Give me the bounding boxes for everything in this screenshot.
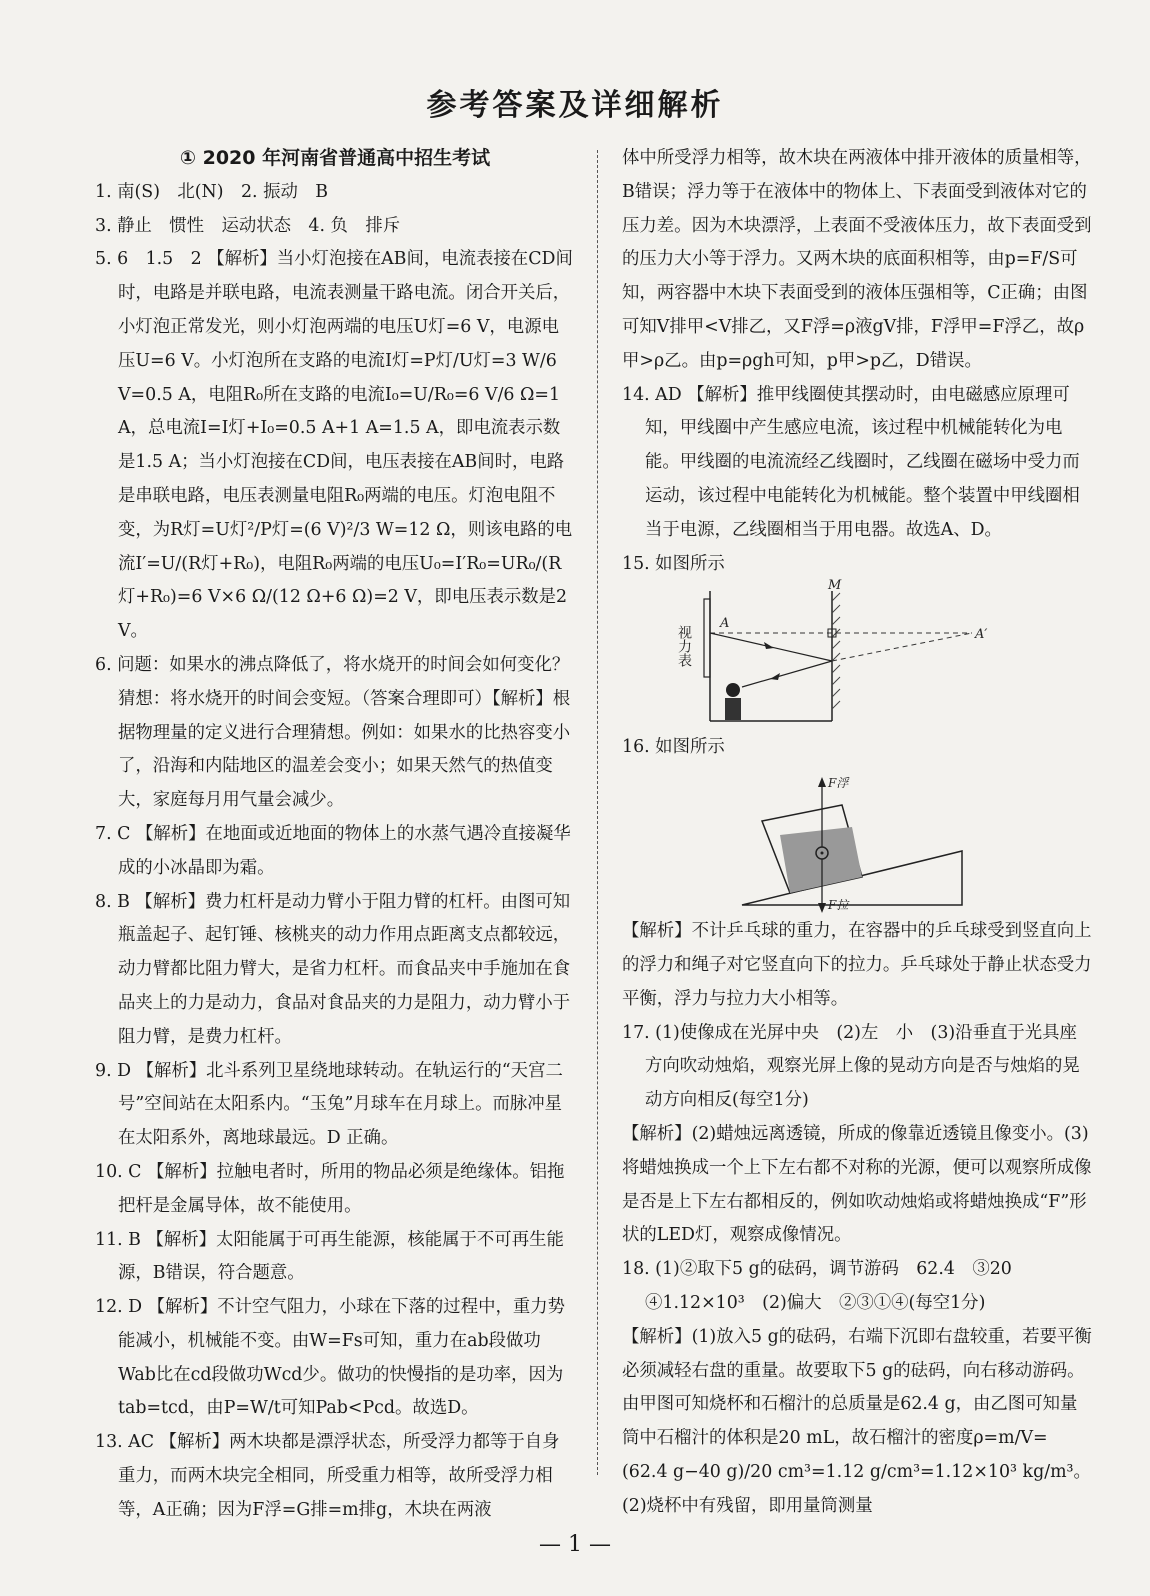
answer-8: 8. B 【解析】费力杠杆是动力臂小于阻力臂的杠杆。由图可知瓶盖起子、起钉锤、核桃夹的动力作用点距离支点都较远，动力臂都比阻力臂大，是省力杠杆。而食品夹中手施加在食品夹上的力是动力，食品对食品夹的力是阻力，动力臂小于阻力臂，是费力杠杆。 [95, 891, 571, 1047]
answer-12: 12. D 【解析】不计空气阻力，小球在下落的过程中，重力势能减小，机械能不变。由W=Fs可知，重力在ab段做功Wab比在cd段做功Wcd少。做功的快慢指的是功率，因为tab=tcd，由P=W/t可知Pab<Pcd。故选D。 [95, 1297, 566, 1419]
label-F-tension: F拉 [828, 898, 849, 913]
page-title: 参考答案及详细解析 [426, 88, 724, 123]
incident-ray-arrow [764, 642, 774, 649]
person-body [725, 698, 741, 720]
liquid-fill [780, 827, 862, 893]
answer-13: 13. AC 【解析】两木块都是漂浮状态，所受浮力都等于自身重力，而两木块完全相同，所受重力相等，故所受浮力相等，A正确；因为F浮=G排=m排g，木块在两液 [95, 1432, 560, 1520]
answer-18-analysis: 【解析】(1)放入5 g的砝码，右端下沉即右盘较重，若要平衡必须减轻右盘的重量。故要取下5 g的砝码，向右移动游码。由甲图可知烧杯和石榴汁的总质量是62.4 g，由乙图可知量筒中石榴汁的体积是20 mL，故石榴汁的密度ρ=m/V=(62.4 g−40 g)/20 cm³=1.12 g/cm³=1.12×10³ kg/m³。(2)烧杯中有残留，即用量筒测量 [622, 1326, 1092, 1516]
buoyancy-force-arrow [818, 777, 826, 787]
answer-18: 18. (1)②取下5 g的砝码，调节游码 62.4 ③20 ④1.12×10³ (2)偏大 ②③①④(每空1分) [622, 1259, 1030, 1313]
dashed-line-image [832, 633, 972, 661]
page-number: — 1 — [539, 1532, 611, 1557]
section-title: ① 2020 年河南省普通高中招生考试 [179, 147, 491, 169]
answer-15: 15. 如图所示 [622, 553, 725, 574]
label-F-buoyancy: F浮 [828, 776, 849, 791]
answer-11: 11. B 【解析】太阳能属于可再生能源，核能属于不可再生能源，B错误，符合题意。 [95, 1229, 564, 1284]
label-eye-chart: 视力表 [676, 625, 692, 668]
tension-force-arrow [818, 903, 826, 913]
reflected-ray [742, 661, 832, 687]
figure-16-buoyancy-diagram [662, 765, 1022, 915]
answer-17-analysis: 【解析】(2)蜡烛远离透镜，所成的像靠近透镜且像变小。(3)将蜡烛换成一个上下左右都不对称的光源，便可以观察所成像是否是上下左右都相反的，例如吹动烛焰或将蜡烛换成“F”形状的LED灯，观察成像情况。 [622, 1123, 1092, 1246]
answer-17: 17. (1)使像成在光屏中央 (2)左 小 (3)沿垂直于光具座方向吹动烛焰，观察光屏上像的晃动方向是否与烛焰的晃动方向相反(每空1分) [622, 1022, 1080, 1111]
answer-7: 7. C 【解析】在地面或近地面的物体上的水蒸气遇冷直接凝华成的小冰晶即为霜。 [95, 823, 571, 878]
eye-chart [704, 599, 710, 677]
answer-5: 5. 6 1.5 2 【解析】当小灯泡接在AB间，电流表接在CD间时，电路是并联电路，电流表测量干路电流。闭合开关后，小灯泡正常发光，则小灯泡两端的电压U灯=6 V，电源电压U=6 V。小灯泡所在支路的电流I灯=P灯/U灯=3 W/6 V=0.5 A，电阻R₀所在支路的电流I₀=U/R₀=6 V/6 Ω=1 A，总电流I=I灯+I₀=0.5 A+1 A=1.5 A，即电流表示数是1.5 A；当小灯泡接在CD间，电压表接在AB间时，电路是串联电路，电压表测量电阻R₀两端的电压。灯泡电阻不变，为R灯=U灯²/P灯=(6 V)²/3 W=12 Ω，则该电路的电流I′=U/(R灯+R₀)，电阻R₀两端的电压U₀=I′R₀=UR₀/(R灯+R₀)=6 V×6 Ω/(12 Ω+6 Ω)=2 V，即电压表示数是2 V。 [95, 249, 573, 642]
label-A: A [720, 616, 730, 632]
label-M: M [828, 578, 842, 594]
left-column [95, 142, 587, 1528]
answer-13-continued: 体中所受浮力相等，故木块在两液体中排开液体的质量相等，B错误；浮力等于在液体中的物体上、下表面受到液体对它的压力差。因为木块漂浮，上表面不受液体压力，故下表面受到的压力大小等于浮力。又两木块的底面积相等，由p=F/S可知，两容器中木块下表面受到的液体压强相等，C正确；由图可知V排甲<V排乙，又F浮=ρ液gV排，F浮甲=F浮乙，故ρ甲>ρ乙。由p=ρgh可知，p甲>p乙，D错误。 [622, 148, 1092, 371]
figure-15-mirror-diagram [676, 578, 1042, 731]
answer-3-4: 3. 静止 惯性 运动状态 4. 负 排斥 [95, 215, 401, 236]
mirror-hatching [832, 593, 840, 709]
person-head [726, 683, 740, 697]
answer-10: 10. C 【解析】拉触电者时，所用的物品必须是绝缘体。铝拖把杆是金属导体，故不能使用。 [95, 1161, 565, 1216]
answer-16-analysis: 【解析】不计乒乓球的重力，在容器中的乒乓球受到竖直向上的浮力和绳子对它竖直向下的拉力。乒乓球处于静止状态受力平衡，浮力与拉力大小相等。 [622, 921, 1092, 1009]
right-column [622, 142, 1092, 1524]
answer-16: 16. 如图所示 [622, 737, 725, 758]
column-divider [597, 150, 599, 1475]
answer-9: 9. D 【解析】北斗系列卫星绕地球转动。在轨运行的“天宫二号”空间站在太阳系内。“玉兔”月球车在月球上。而脉冲星在太阳系外，离地球最远。D 正确。 [95, 1060, 563, 1149]
answer-14: 14. AD 【解析】推甲线圈使其摆动时，由电磁感应原理可知，甲线圈中产生感应电流，该过程中机械能转化为电能。甲线圈的电流流经乙线圈时，乙线圈在磁场中受力而运动，该过程中电能转化为机械能。整个装置中甲线圈相当于电源，乙线圈相当于用电器。故选A、D。 [622, 384, 1080, 540]
answer-1-2: 1. 南(S) 北(N) 2. 振动 B [95, 181, 329, 202]
label-A-prime: A′ [975, 627, 988, 643]
answer-6: 6. 问题：如果水的沸点降低了，将水烧开的时间会如何变化？ 猜想：将水烧开的时间会变短。（答案合理即可）【解析】根据物理量的定义进行合理猜想。例如：如果水的比热容变小了，沿海和内陆地区的温差会变小；如果天然气的热值变大，家庭每月用气量会减少。 [95, 654, 587, 811]
ball-center [821, 852, 824, 855]
reflected-ray-arrow [770, 673, 780, 680]
